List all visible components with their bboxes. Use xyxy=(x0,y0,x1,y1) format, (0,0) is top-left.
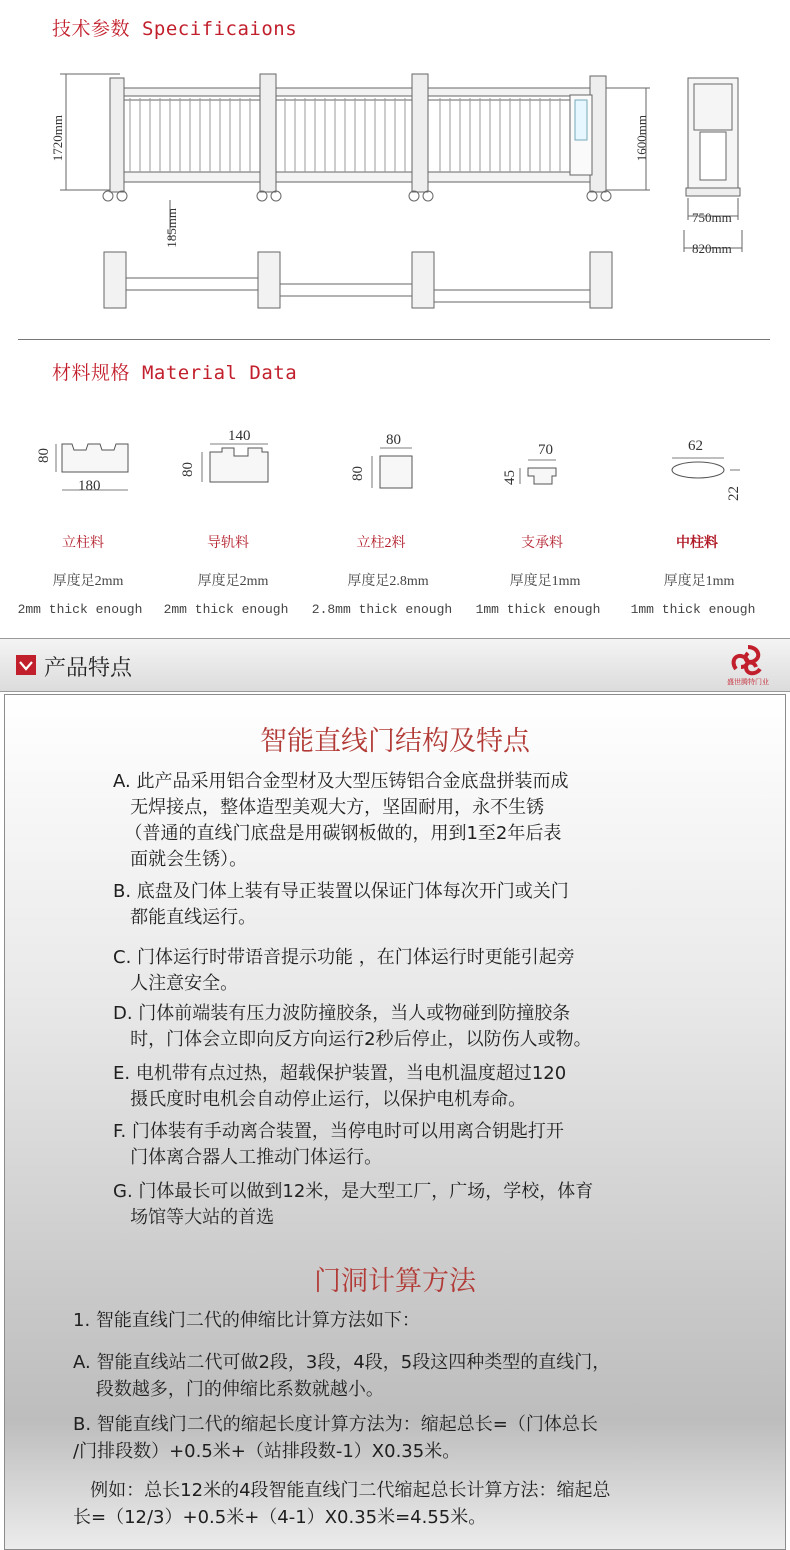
checkmark-icon xyxy=(16,655,36,675)
mat2-name: 导轨料 xyxy=(207,536,249,551)
material-section-title: 材料规格 Material Data xyxy=(52,362,298,384)
feature-c-line2: 人注意安全。 xyxy=(113,973,239,994)
mat5-english: 1mm thick enough xyxy=(630,602,756,617)
feature-c-line1: C. 门体运行时带语音提示功能 ，在门体运行时更能引起旁 xyxy=(113,947,575,968)
mat1-height-dim: 80 xyxy=(36,448,52,463)
dim-inner-width: 750mm xyxy=(692,210,732,225)
dim-base-height: 185mm xyxy=(164,208,179,248)
mat3-width-dim: 80 xyxy=(386,432,401,448)
mat1-thickness: 厚度足2mm xyxy=(52,574,124,589)
feature-g-line2: 场馆等大站的首选 xyxy=(113,1207,275,1228)
feature-a-line4: 面就会生锈）。 xyxy=(113,849,248,870)
mat4-name: 支承料 xyxy=(521,536,563,551)
feature-a-line1: A. 此产品采用铝合金型材及大型压铸铝合金底盘拼装而成 xyxy=(113,771,569,792)
feature-b-line1: B. 底盘及门体上装有导正装置以保证门体每次开门或关门 xyxy=(113,881,569,902)
gate-drawing xyxy=(0,40,790,340)
calc-example-line1: 例如：总长12米的4段智能直线门二代缩起总长计算方法：缩起总 xyxy=(73,1480,611,1501)
mat2-english: 2mm thick enough xyxy=(163,602,289,617)
mat5-thickness: 厚度足1mm xyxy=(663,574,735,589)
mat5-name: 中柱料 xyxy=(676,535,718,551)
mat3-thickness: 厚度足2.8mm xyxy=(347,574,429,589)
logo-text: 盛世腾特门业 xyxy=(727,678,769,686)
mat2-height-dim: 80 xyxy=(180,462,196,477)
mat1-width-dim: 180 xyxy=(78,478,101,494)
mat4-width-dim: 70 xyxy=(538,442,553,458)
mat4-height-dim: 45 xyxy=(502,470,518,485)
feature-g-line1: G. 门体最长可以做到12米，是大型工厂，广场，学校，体育 xyxy=(113,1181,594,1202)
calc-heading: 门洞计算方法 xyxy=(314,1266,476,1297)
dim-outer-width: 820mm xyxy=(692,241,732,256)
feature-a-line3: （普通的直线门底盘是用碳钢板做的，用到1至2年后表 xyxy=(113,823,562,844)
feature-d-line2: 时，门体会立即向反方向运行2秒后停止，以防伤人或物。 xyxy=(113,1029,592,1050)
feature-d-line1: D. 门体前端装有压力波防撞胶条，当人或物碰到防撞胶条 xyxy=(113,1003,571,1024)
calc-line1: 1. 智能直线门二代的伸缩比计算方法如下： xyxy=(73,1310,420,1331)
mat1-english: 2mm thick enough xyxy=(17,602,143,617)
calc-a-line1: A. 智能直线站二代可做2段，3段，4段，5段这四种类型的直线门， xyxy=(73,1352,611,1373)
dim-total-height: 1720mm xyxy=(50,115,65,162)
mat3-height-dim: 80 xyxy=(350,466,366,481)
feature-d xyxy=(113,1001,713,1053)
feature-e-line2: 摄氏度时电机会自动停止运行，以保护电机寿命。 xyxy=(113,1089,527,1110)
mat4-english: 1mm thick enough xyxy=(475,602,601,617)
feature-f xyxy=(113,1119,713,1171)
feature-e-line1: E. 电机带有点过热，超载保护装置，当电机温度超过120 xyxy=(113,1063,567,1084)
mat5-width-dim: 62 xyxy=(688,438,703,454)
feature-a-line2: 无焊接点，整体造型美观大方，坚固耐用，永不生锈 xyxy=(113,797,545,818)
spec-section-title: 技术参数 Specificaions xyxy=(52,18,298,40)
feature-f-line1: F. 门体装有手动离合装置，当停电时可以用离合钥匙打开 xyxy=(113,1121,564,1142)
logo-swirl-icon xyxy=(728,643,768,677)
feature-c xyxy=(113,945,713,997)
mat3-english: 2.8mm thick enough xyxy=(311,602,453,617)
mat5-height-dim: 22 xyxy=(726,486,742,501)
mat2-thickness: 厚度足2mm xyxy=(197,574,269,589)
feature-b-line2: 都能直线运行。 xyxy=(113,907,257,928)
calc-example-line2: 长=（12/3）+0.5米+（4-1）X0.35米=4.55米。 xyxy=(73,1507,487,1528)
dim-door-height: 1600mm xyxy=(634,115,649,162)
features-panel xyxy=(4,694,786,1550)
company-logo xyxy=(728,643,768,677)
calc-a-line2: 段数越多，门的伸缩比系数就越小。 xyxy=(73,1379,384,1400)
feature-f-line2: 门体离合器人工推动门体运行。 xyxy=(113,1147,383,1168)
mat2-width-dim: 140 xyxy=(228,428,251,444)
calc-b-line2: /门排段数）+0.5米+（站排段数-1）X0.35米。 xyxy=(73,1441,461,1462)
feature-e xyxy=(113,1061,713,1113)
feature-a xyxy=(113,769,713,873)
feature-g xyxy=(113,1179,713,1231)
calc-b-line1: B. 智能直线门二代的缩起长度计算方法为：缩起总长=（门体总长 xyxy=(73,1414,598,1435)
section-divider xyxy=(18,339,770,340)
product-features-bar xyxy=(0,638,790,692)
product-bar-title: 产品特点 xyxy=(44,656,133,681)
mat4-thickness: 厚度足1mm xyxy=(509,574,581,589)
mat1-name: 立柱料 xyxy=(62,536,104,551)
features-heading: 智能直线门结构及特点 xyxy=(260,726,530,757)
feature-b xyxy=(113,879,713,931)
mat3-name: 立柱2料 xyxy=(356,536,406,551)
